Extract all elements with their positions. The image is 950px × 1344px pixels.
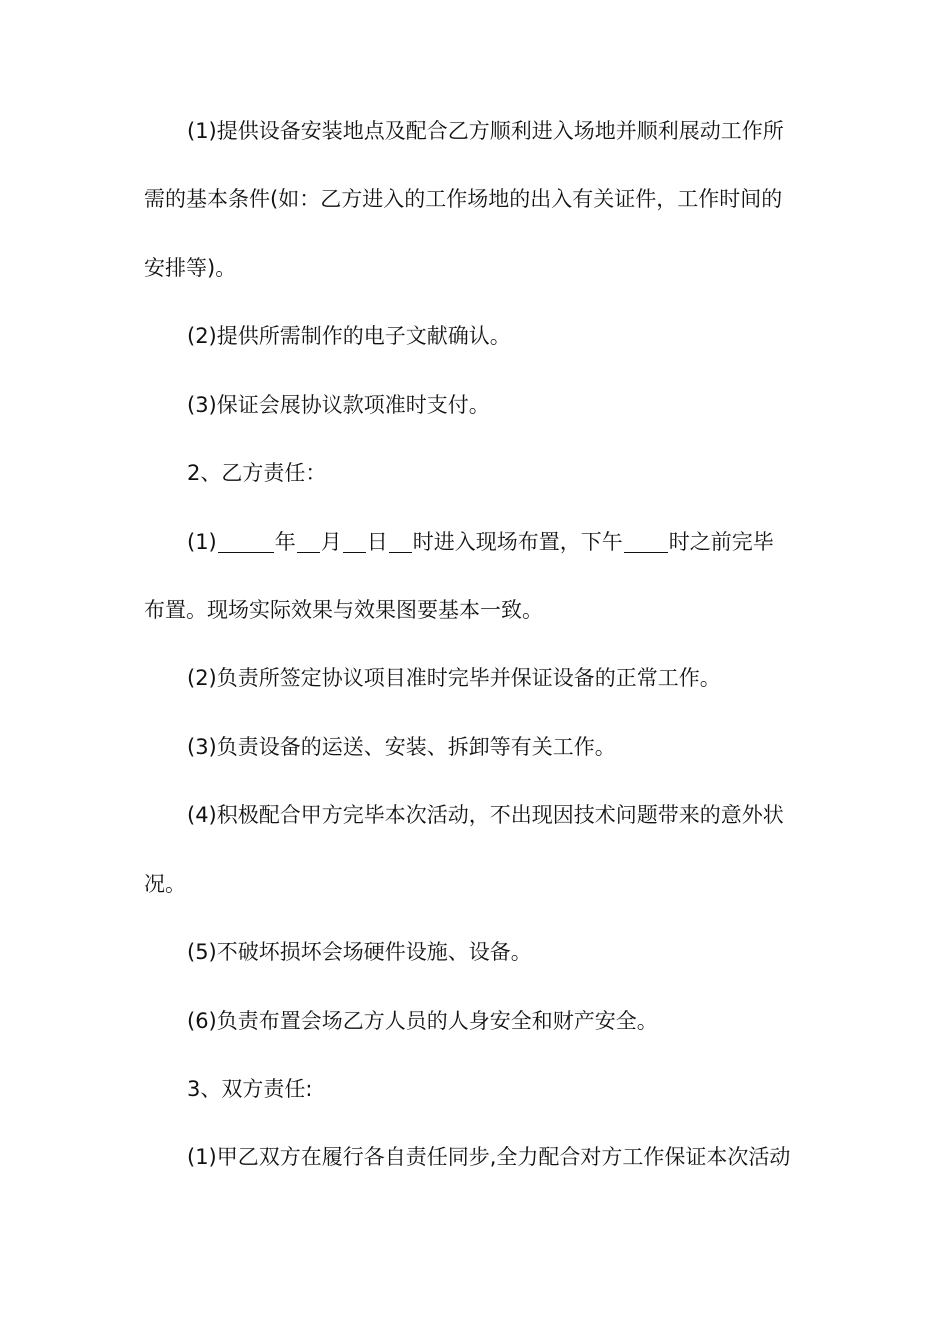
paragraph-line: (3)保证会展协议款项准时支付。 bbox=[187, 393, 490, 417]
day-label: 日 bbox=[366, 530, 388, 554]
year-blank bbox=[218, 531, 274, 553]
paragraph-line: (4)积极配合甲方完毕本次活动，不出现因技术问题带来的意外状 bbox=[187, 803, 784, 827]
paragraph-line: 安排等)。 bbox=[144, 256, 237, 280]
paragraph-line: (6)负责布置会场乙方人员的人身安全和财产安全。 bbox=[187, 1009, 658, 1033]
paragraph-line: (2)提供所需制作的电子文献确认。 bbox=[187, 324, 511, 348]
paragraph-line: (1)提供设备安装地点及配合乙方顺利进入场地并顺利展动工作所 bbox=[187, 119, 784, 143]
section-heading: 2、乙方责任： bbox=[187, 461, 327, 485]
paragraph-line: 需的基本条件(如：乙方进入的工作场地的出入有关证件，工作时间的 bbox=[144, 187, 783, 211]
paragraph-line: (2)负责所签定协议项目准时完毕并保证设备的正常工作。 bbox=[187, 666, 721, 690]
month-blank bbox=[297, 531, 320, 553]
month-label: 月 bbox=[320, 530, 342, 554]
day-blank bbox=[343, 531, 366, 553]
paragraph-line: (3)负责设备的运送、安装、拆卸等有关工作。 bbox=[187, 735, 616, 759]
time-finish-label: 时之前完毕 bbox=[668, 530, 774, 554]
paragraph-line: (1)甲乙双方在履行各自责任同步,全力配合对方工作保证本次活动 bbox=[187, 1145, 791, 1169]
hour-blank bbox=[389, 531, 412, 553]
year-label: 年 bbox=[274, 530, 296, 554]
fill-line-prefix: (1) bbox=[187, 530, 217, 554]
paragraph-line: (5)不破坏损坏会场硬件设施、设备。 bbox=[187, 940, 532, 964]
time-enter-label: 时进入现场布置，下午 bbox=[412, 530, 623, 554]
section-heading: 3、双方责任: bbox=[187, 1077, 313, 1101]
fill-in-line bbox=[187, 527, 814, 557]
paragraph-line: 布置。现场实际效果与效果图要基本一致。 bbox=[144, 598, 543, 622]
paragraph-line: 况。 bbox=[144, 872, 186, 896]
finish-hour-blank bbox=[624, 531, 668, 553]
